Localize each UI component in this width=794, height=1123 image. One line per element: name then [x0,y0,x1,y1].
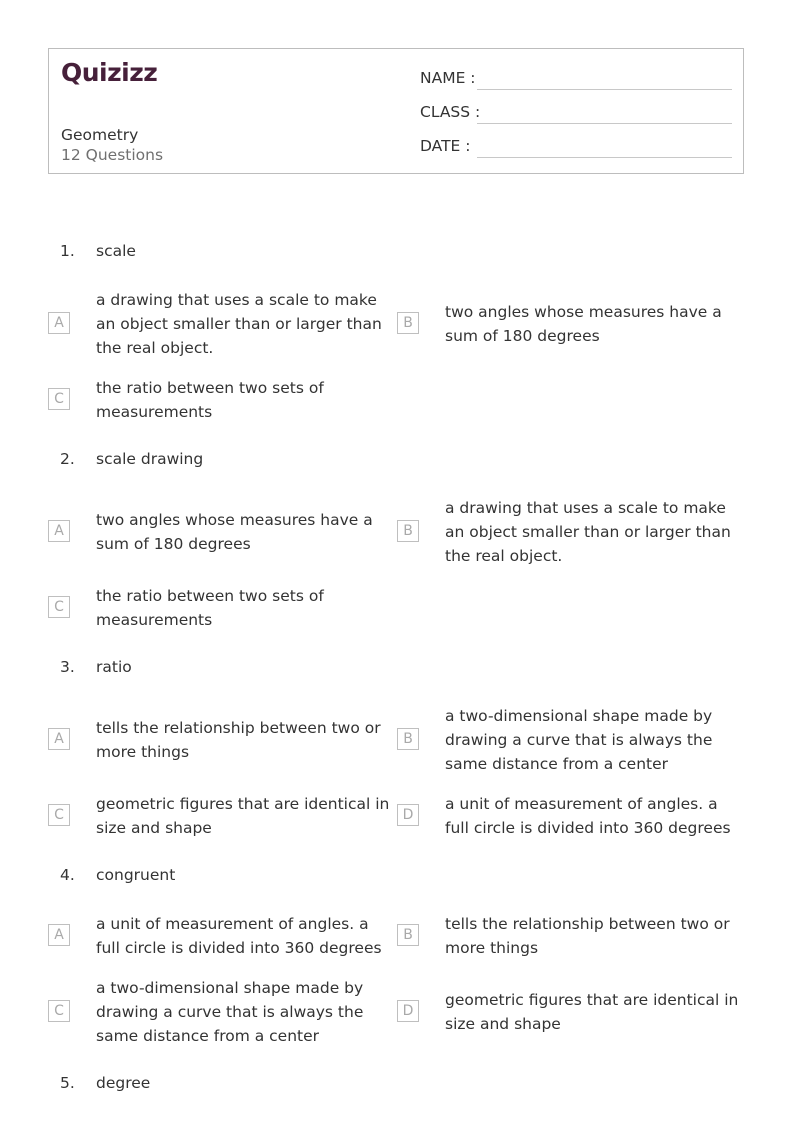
option-b-box[interactable]: B [397,312,419,334]
option-c-text: the ratio between two sets of measurements [96,587,324,629]
option-a-text: a drawing that uses a scale to make an object smaller than or larger than the real object. [96,291,382,357]
option-a-box[interactable]: A [48,520,70,542]
question-number: 4. [60,866,75,884]
option-b-box[interactable]: B [397,520,419,542]
option-a-text: tells the relationship between two or more things [96,719,381,761]
date-line[interactable] [477,157,732,158]
option-c-text: the ratio between two sets of measurements [96,379,324,421]
class-label: CLASS : [420,103,481,121]
option-b-text: a two-dimensional shape made by drawing a curve that is always the same distance from a center [445,707,713,773]
option-d-box[interactable]: D [397,1000,419,1022]
option-b-text: a drawing that uses a scale to make an object smaller than or larger than the real object. [445,499,731,565]
question-number: 5. [60,1074,75,1092]
option-c-box[interactable]: C [48,596,70,618]
question-number: 2. [60,450,75,468]
option-d-text: geometric figures that are identical in size and shape [445,991,739,1033]
option-b-text: tells the relationship between two or more things [445,915,730,957]
question-count: 12 Questions [61,146,164,164]
option-b-text: two angles whose measures have a sum of 180 degrees [445,303,722,345]
option-c-box[interactable]: C [48,1000,70,1022]
question-term: congruent [96,866,176,884]
option-a-box[interactable]: A [48,924,70,946]
worksheet-title: Geometry [61,126,139,144]
class-line[interactable] [477,123,732,124]
option-c-box[interactable]: C [48,804,70,826]
question-term: scale [96,242,136,260]
option-d-text: a unit of measurement of angles. a full circle is divided into 360 degrees [445,795,731,837]
option-c-box[interactable]: C [48,388,70,410]
question-term: scale drawing [96,450,204,468]
question-number: 1. [60,242,75,260]
name-line[interactable] [477,89,732,90]
date-label: DATE : [420,137,471,155]
quizizz-logo: Quizizz [61,58,158,87]
question-term: degree [96,1074,151,1092]
option-c-text: a two-dimensional shape made by drawing a curve that is always the same distance from a center [96,979,364,1045]
question-term: ratio [96,658,132,676]
option-a-text: a unit of measurement of angles. a full circle is divided into 360 degrees [96,915,382,957]
option-d-box[interactable]: D [397,804,419,826]
option-b-box[interactable]: B [397,728,419,750]
option-a-text: two angles whose measures have a sum of 180 degrees [96,511,373,553]
option-b-box[interactable]: B [397,924,419,946]
option-a-box[interactable]: A [48,728,70,750]
option-c-text: geometric figures that are identical in size and shape [96,795,390,837]
option-a-box[interactable]: A [48,312,70,334]
name-label: NAME : [420,69,476,87]
worksheet-header [48,48,744,174]
question-number: 3. [60,658,75,676]
